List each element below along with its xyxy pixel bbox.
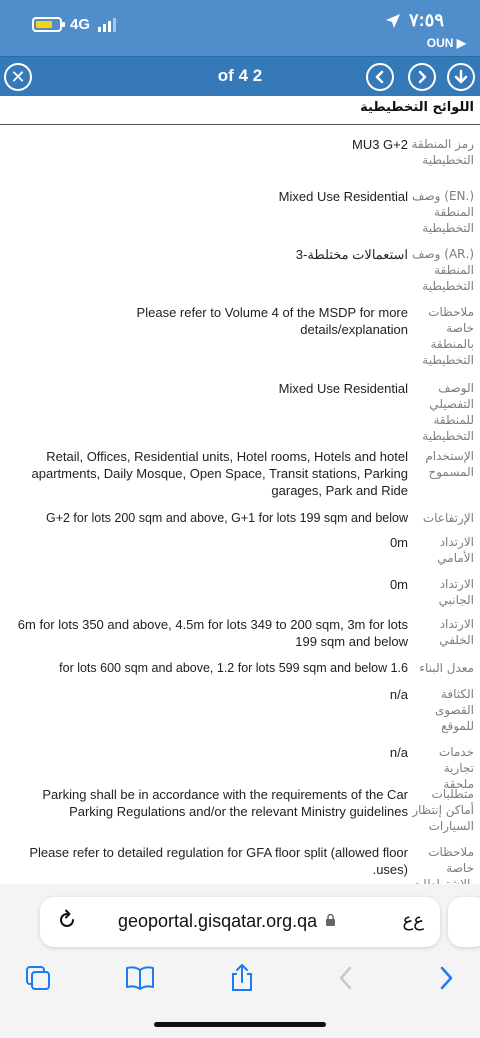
chevron-right-icon bbox=[415, 70, 429, 84]
row-label: متطلبات أماكن إنتظار السيارات bbox=[412, 787, 474, 833]
table-row bbox=[0, 380, 480, 448]
row-label: الارتداد الخلفي bbox=[439, 617, 474, 647]
chevron-right-icon bbox=[438, 966, 454, 990]
row-value: 6m for lots 350 and above, 4.5m for lots 349 to 200 sqm, 3m for lots 199 sqm and below bbox=[17, 617, 408, 649]
row-label: معدل البناء bbox=[419, 661, 474, 675]
row-value: MU3 G+2 bbox=[352, 137, 408, 152]
carrier-label: OUN ▶ bbox=[426, 36, 466, 50]
row-value: Retail, Offices, Residential units, Hotel rooms, Hotels and hotel apartments, Daily Mosque, Open Space, Transit stations, Parking garages, Park and Ride bbox=[31, 449, 408, 498]
table-row bbox=[0, 510, 480, 534]
tabs-button[interactable] bbox=[22, 962, 54, 994]
row-label: الإرتفاعات bbox=[422, 511, 474, 525]
status-time: ٧:٥٩ bbox=[409, 10, 444, 30]
row-label: الارتداد الجانبي bbox=[438, 577, 474, 607]
url-field[interactable] bbox=[118, 911, 336, 932]
text-size-button[interactable]: ﻉﻉ bbox=[402, 910, 424, 931]
row-label: (.AR) وصف المنطقة التخطيطية bbox=[412, 247, 474, 293]
download-button[interactable] bbox=[447, 63, 475, 91]
row-value: Mixed Use Residential bbox=[278, 189, 408, 204]
table-row bbox=[0, 576, 480, 616]
home-indicator bbox=[154, 1022, 326, 1027]
row-label: خدمات تجارية ملحقة bbox=[438, 745, 474, 791]
row-label: الارتداد الأمامي bbox=[437, 535, 474, 565]
address-bar[interactable] bbox=[40, 897, 440, 947]
share-icon bbox=[229, 963, 255, 993]
chevron-left-icon bbox=[338, 966, 354, 990]
lock-icon bbox=[325, 911, 336, 932]
row-label: الوصف التفصيلي للمنطقة التخطيطية bbox=[422, 381, 474, 443]
previous-button[interactable] bbox=[366, 63, 394, 91]
row-value: 1.6 for lots 600 sqm and above, 1.2 for lots 599 sqm and below bbox=[59, 661, 408, 675]
reload-icon bbox=[56, 909, 78, 931]
row-value: Mixed Use Residential bbox=[278, 381, 408, 396]
table-row bbox=[0, 686, 480, 744]
next-tab-peek[interactable] bbox=[448, 897, 480, 947]
browser-toolbar bbox=[0, 958, 480, 998]
row-value: G+2 for lots 200 sqm and above, G+1 for lots 199 sqm and below bbox=[45, 511, 408, 525]
row-label: (.EN) وصف المنطقة التخطيطية bbox=[412, 189, 474, 235]
row-label: رمز المنطقة التخطيطية bbox=[411, 137, 474, 167]
network-type: 4G bbox=[70, 16, 91, 33]
next-button[interactable] bbox=[408, 63, 436, 91]
section-title: اللوائح التخطيطية bbox=[360, 100, 474, 115]
row-value: n/a bbox=[389, 745, 408, 760]
book-icon bbox=[125, 965, 155, 991]
share-button[interactable] bbox=[226, 962, 258, 994]
table-row bbox=[0, 448, 480, 510]
row-label: ملاحظات خاصة bbox=[428, 845, 474, 875]
arrow-down-icon bbox=[454, 69, 468, 85]
bookmarks-button[interactable] bbox=[124, 962, 156, 994]
page-counter: of 4 2 bbox=[217, 66, 263, 85]
table-row bbox=[0, 786, 480, 844]
row-label: ملاحظات خاصة بالمنطقة التخطيطية bbox=[422, 305, 474, 367]
table-row bbox=[0, 616, 480, 660]
row-value: Please refer to Volume 4 of the MSDP for more details/explanation bbox=[136, 305, 408, 337]
section-divider bbox=[0, 124, 480, 125]
row-value: Please refer to detailed regulation for GFA floor split (allowed floor uses). bbox=[29, 845, 408, 877]
table-row bbox=[0, 534, 480, 576]
close-button[interactable] bbox=[4, 63, 32, 91]
status-right bbox=[385, 10, 444, 31]
tabs-icon bbox=[24, 964, 52, 992]
signal-icon bbox=[98, 18, 116, 32]
location-arrow-icon bbox=[385, 13, 401, 29]
table-row bbox=[0, 130, 480, 188]
table-row bbox=[0, 660, 480, 686]
row-label: الكثافة القصوى للموقع bbox=[434, 687, 474, 733]
row-label: الإستخدام المسموح bbox=[425, 449, 474, 479]
reload-button[interactable] bbox=[56, 909, 78, 935]
attribute-table bbox=[0, 130, 480, 894]
forward-button[interactable] bbox=[430, 962, 462, 994]
url-text: geoportal.gisqatar.org.qa bbox=[118, 911, 318, 931]
table-row bbox=[0, 744, 480, 791]
battery-icon bbox=[32, 17, 62, 32]
table-row bbox=[0, 246, 480, 304]
status-left bbox=[32, 16, 116, 33]
row-value: n/a bbox=[389, 687, 408, 702]
document-toolbar bbox=[0, 56, 480, 96]
close-icon: ✕ bbox=[10, 66, 26, 88]
row-value: 0m bbox=[389, 535, 408, 550]
row-value: استعمالات مختلطة-3 bbox=[295, 247, 408, 262]
table-row bbox=[0, 188, 480, 246]
row-value: Parking shall be in accordance with the requirements of the Car Parking Regulations and/or the relevant Ministry guidelines bbox=[42, 787, 408, 819]
chevron-left-icon bbox=[373, 70, 387, 84]
table-row bbox=[0, 304, 480, 380]
back-button[interactable] bbox=[330, 962, 362, 994]
row-value: 0m bbox=[389, 577, 408, 592]
status-bar bbox=[0, 0, 480, 56]
